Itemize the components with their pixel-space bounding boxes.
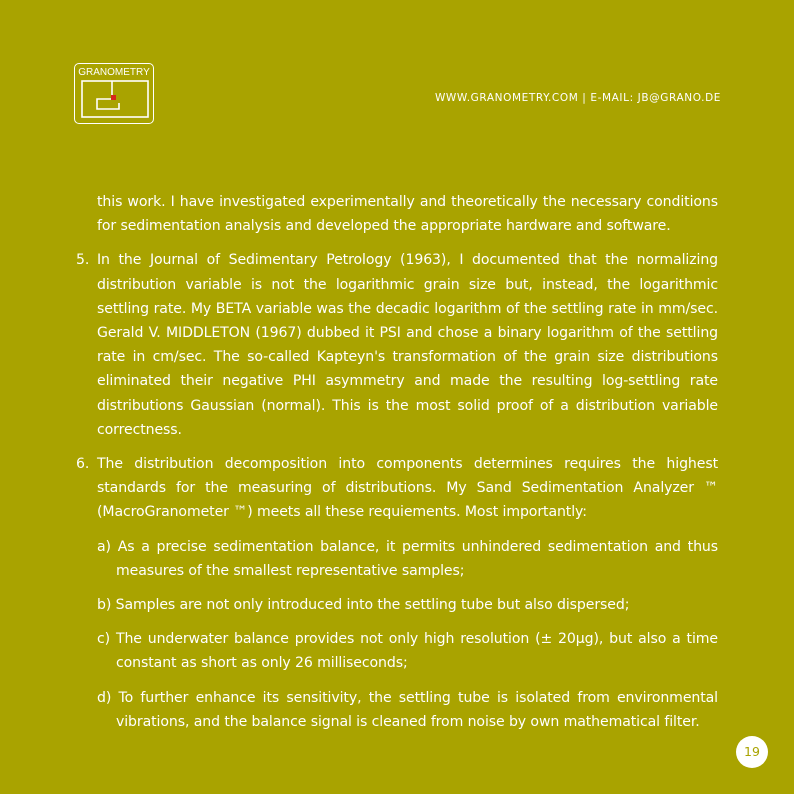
sub-item-b xyxy=(97,593,718,617)
sub-item-letter: d) xyxy=(97,689,112,706)
sub-item-c xyxy=(97,627,718,675)
list-item-6 xyxy=(76,452,718,525)
page-number: 19 xyxy=(736,736,768,768)
sub-item-text: The underwater balance provides not only high resolution (± 20µg), but also a time constant as short as only 26 milliseconds; xyxy=(115,631,718,672)
sub-item-d xyxy=(97,686,718,734)
list-number: 6. xyxy=(76,456,90,473)
list-number: 5. xyxy=(76,252,90,269)
sub-item-text: Samples are not only introduced into the settling tube but also dispersed; xyxy=(115,597,630,614)
sub-item-letter: b) xyxy=(97,597,112,614)
continuation-paragraph: this work. I have investigated experimentally and theoretically the necessary conditions for sedimentation analysis and developed the appropriate hardware and software. xyxy=(97,194,718,235)
granometry-logo-mark-icon xyxy=(75,79,155,124)
sub-item-letter: c) xyxy=(97,631,111,648)
logo-text: GRANOMETRY xyxy=(78,67,150,78)
granometry-logo xyxy=(74,63,154,124)
sub-item-a xyxy=(97,535,718,583)
page-content xyxy=(76,190,718,744)
header-contact: WWW.GRANOMETRY.COM | E-MAIL: JB@GRANO.DE xyxy=(434,92,721,104)
list-item-5 xyxy=(76,248,718,442)
sub-item-letter: a) xyxy=(97,538,111,555)
sub-item-text: As a precise sedimentation balance, it permits unhindered sedimentation and thus measures of the smallest representative samples; xyxy=(116,538,718,579)
list-text: The distribution decomposition into components determines requires the highest standards for the measuring of distributions. My Sand Sedimentation Analyzer ™ (MacroGranometer ™) meets all these requiements. Most importantly: xyxy=(97,456,718,521)
sub-item-text: To further enhance its sensitivity, the settling tube is isolated from environmental vibrations, and the balance signal is cleaned from noise by own mathematical filter. xyxy=(116,689,718,730)
list-text: In the Journal of Sedimentary Petrology (1963), I documented that the normalizing distribution variable is not the logarithmic grain size but, instead, the logarithmic settling rate. My BETA variable was the decadic logarithm of the settling rate in mm/sec. Gerald V. MIDDLETON (1967) dubbed it PSI and chose a binary logarithm of the settling rate in cm/sec. The so-called Kapteyn's transformation of the grain size distributions eliminated their negative PHI asymmetry and made the resulting log-settling rate distributions Gaussian (normal). This is the most solid proof of a distribution variable correctness. xyxy=(97,252,718,438)
